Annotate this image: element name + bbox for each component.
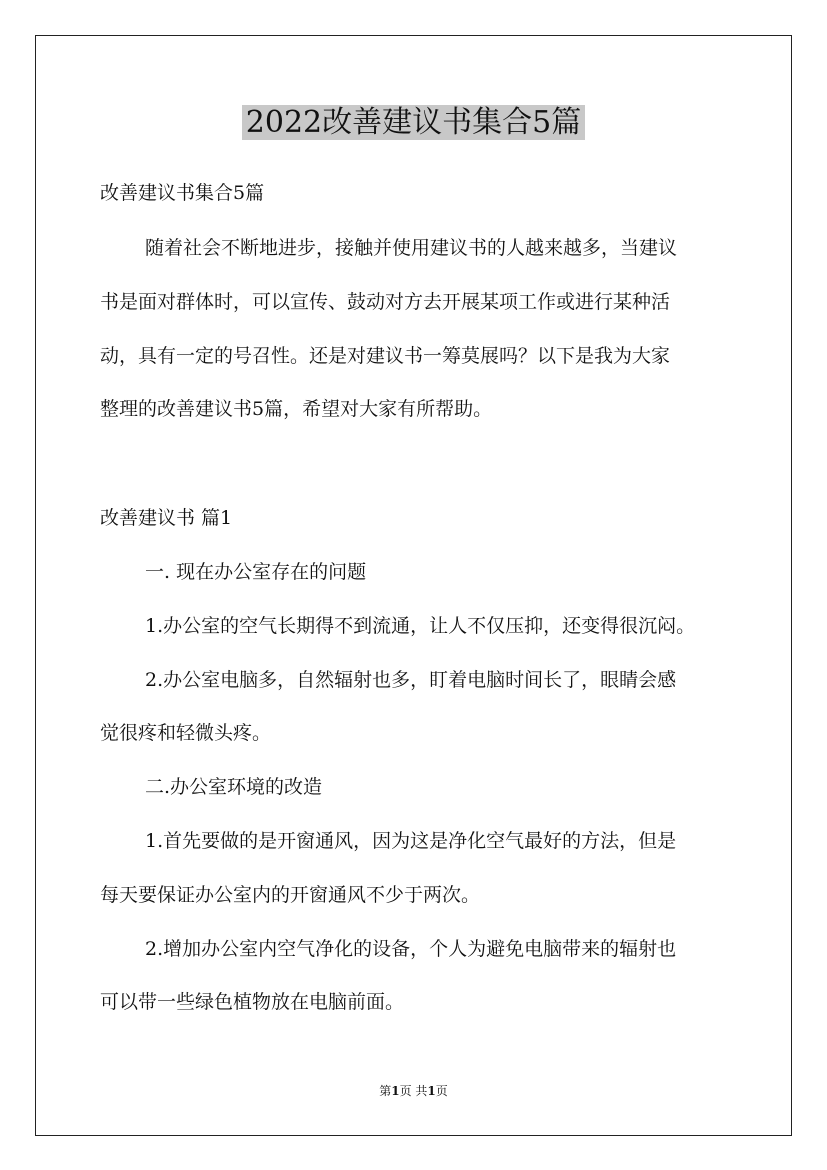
section-line-4: 觉很疼和轻微头疼。: [100, 722, 272, 744]
document-subtitle: 改善建议书集合5篇: [100, 182, 265, 204]
page-total: 1: [427, 1084, 436, 1098]
intro-line-3: 动，具有一定的号召性。还是对建议书一筹莫展吗？以下是我为大家: [100, 345, 671, 367]
section-line-7: 每天要保证办公室内的开窗通风不少于两次。: [100, 884, 481, 906]
page-label-suffix: 页: [435, 1084, 448, 1098]
section-heading: 改善建议书 篇1: [100, 507, 233, 529]
intro-line-1: 随着社会不断地进步，接触并使用建议书的人越来越多，当建议: [145, 237, 678, 259]
section-line-8: 2.增加办公室内空气净化的设备，个人为避免电脑带来的辐射也: [145, 938, 677, 960]
page-current: 1: [391, 1084, 400, 1098]
document-title: [0, 100, 827, 146]
document-title-text: 2022改善建议书集合5篇: [242, 105, 585, 140]
page-footer: [0, 1083, 827, 1099]
section-line-3: 2.办公室电脑多，自然辐射也多，盯着电脑时间长了，眼睛会感: [145, 669, 677, 691]
page-label-prefix: 第: [379, 1084, 392, 1098]
page-label-mid: 页 共: [399, 1084, 428, 1098]
intro-line-4: 整理的改善建议书5篇，希望对大家有所帮助。: [100, 398, 493, 420]
intro-line-2: 书是面对群体时，可以宣传、鼓动对方去开展某项工作或进行某种活: [100, 291, 671, 313]
section-line-1: 一. 现在办公室存在的问题: [145, 561, 367, 583]
section-line-5: 二.办公室环境的改造: [145, 776, 323, 798]
section-line-9: 可以带一些绿色植物放在电脑前面。: [100, 991, 405, 1013]
section-line-6: 1.首先要做的是开窗通风，因为这是净化空气最好的方法，但是: [145, 830, 677, 852]
section-line-2: 1.办公室的空气长期得不到流通，让人不仅压抑，还变得很沉闷。: [145, 615, 696, 637]
